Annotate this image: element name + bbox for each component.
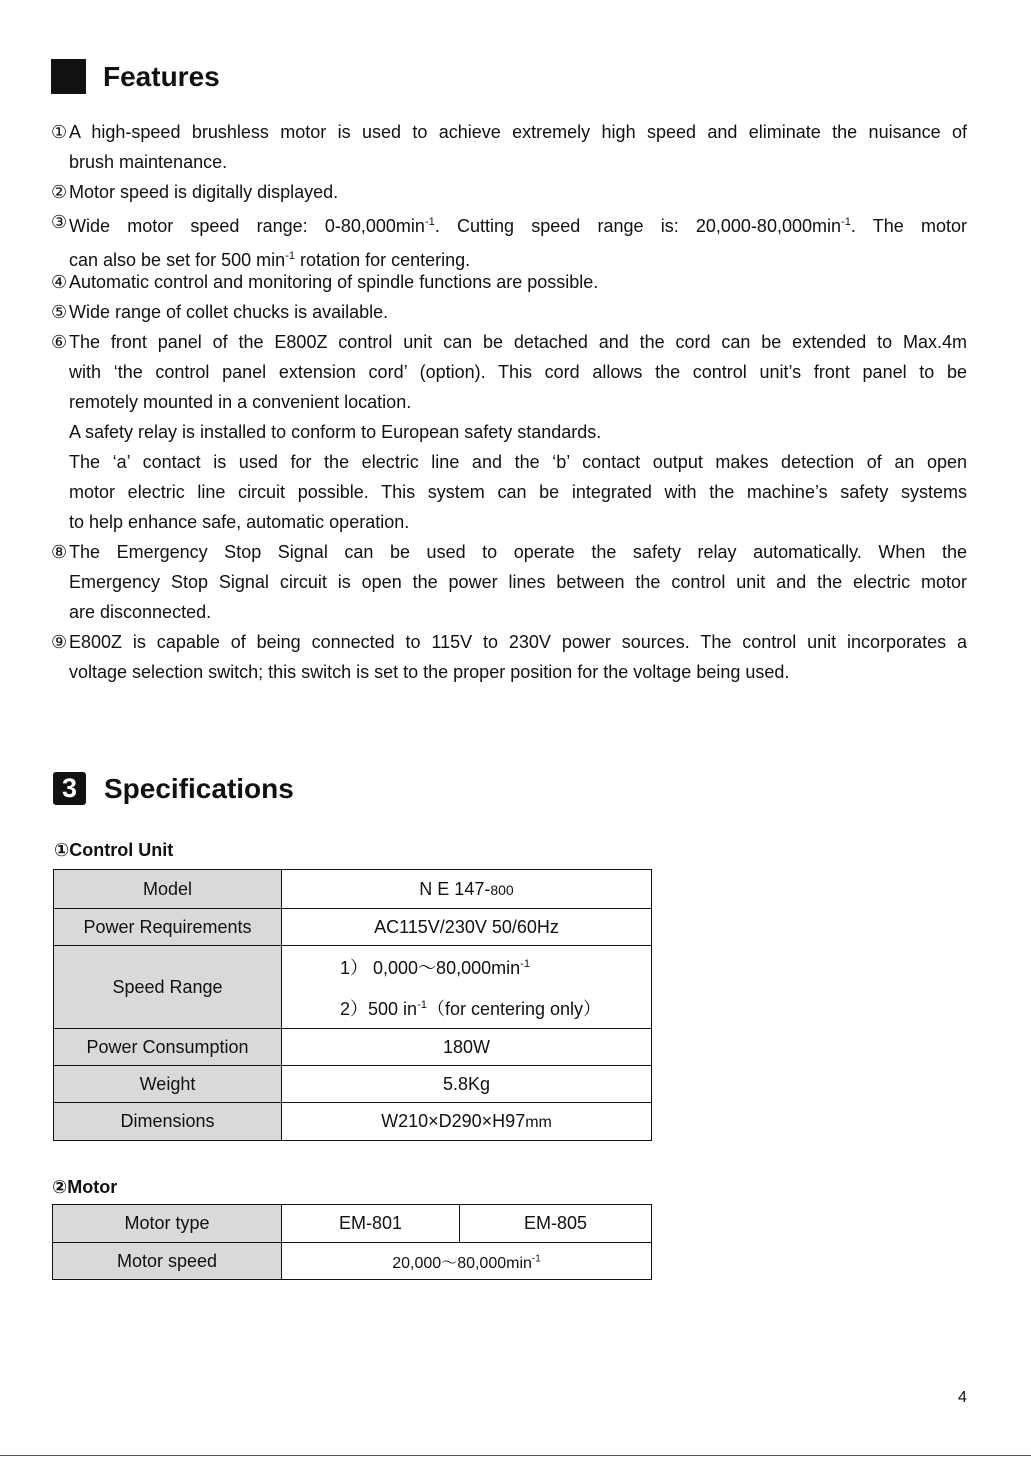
- model-label: Model: [54, 870, 282, 909]
- speed-range-label: Speed Range: [54, 946, 282, 1029]
- feature-marker: ⑨: [51, 632, 68, 652]
- specifications-heading: Specifications: [104, 773, 294, 804]
- feature-line: brush maintenance.: [69, 152, 228, 172]
- table-row: [54, 909, 652, 946]
- speed-range-value: [282, 946, 652, 1029]
- motor-speed-label: Motor speed: [53, 1243, 282, 1280]
- section-marker-square: [51, 59, 86, 94]
- model-value: [282, 870, 652, 909]
- features-heading: Features: [103, 61, 220, 92]
- feature-line: A high-speed brushless motor is used to achieve extremely high speed and eliminate the nuisance of: [69, 122, 967, 142]
- model-value-text: N E 147-: [419, 878, 491, 899]
- feature-marker: ⑧: [51, 542, 68, 562]
- feature-line: The front panel of the E800Z control unit can be detached and the cord can be extended to Max.4m: [69, 332, 967, 352]
- feature-line: voltage selection switch; this switch is set to the proper position for the voltage being used.: [69, 662, 790, 682]
- weight-value: 5.8Kg: [282, 1066, 652, 1103]
- dimensions-value: [282, 1103, 652, 1141]
- power-requirements-value: AC115V/230V 50/60Hz: [282, 909, 652, 946]
- feature-line: Automatic control and monitoring of spindle functions are possible.: [69, 272, 599, 292]
- page-number: 4: [958, 1389, 967, 1406]
- table-row: [53, 1243, 652, 1280]
- feature-line: motor electric line circuit possible. This system can be integrated with the machine’s safety systems: [69, 482, 967, 502]
- feature-line: E800Z is capable of being connected to 115V to 230V power sources. The control unit incorporates a: [69, 632, 967, 652]
- feature-item-6: [51, 327, 967, 537]
- dimensions-value-text: W210×D290×H97: [381, 1111, 526, 1131]
- table-row: [54, 1066, 652, 1103]
- motor-type-em801: EM-801: [282, 1205, 460, 1243]
- feature-line: A safety relay is installed to conform to European safety standards.: [69, 422, 602, 442]
- feature-item-8: [51, 537, 967, 627]
- feature-line: can also be set for 500 $\min^{-1}$ rotation for centering.: [69, 250, 471, 270]
- power-consumption-value: 180W: [282, 1029, 652, 1066]
- feature-marker: ①: [51, 122, 68, 142]
- feature-marker: ⑥: [51, 332, 68, 352]
- feature-item-2: [51, 177, 967, 207]
- control-unit-table: [53, 869, 652, 1141]
- feature-line: Emergency Stop Signal circuit is open the power lines between the control unit and the electric motor: [69, 572, 967, 592]
- feature-line: Wide range of collet chucks is available.: [69, 302, 389, 322]
- motor-speed-value: $20,000\sim 80,000\min^{-1}$: [282, 1243, 652, 1280]
- feature-line: The Emergency Stop Signal can be used to operate the safety relay automatically. When the: [69, 542, 967, 562]
- feature-item-4: [51, 267, 967, 297]
- motor-type-label: Motor type: [53, 1205, 282, 1243]
- dimensions-label: Dimensions: [54, 1103, 282, 1141]
- feature-line: with ‘the control panel extension cord’ (option). This cord allows the control unit’s front panel to be: [69, 362, 967, 382]
- table-row: [54, 946, 652, 1029]
- table-row: [53, 1205, 652, 1243]
- power-requirements-label: Power Requirements: [54, 909, 282, 946]
- motor-table: [52, 1204, 652, 1280]
- feature-line: The ‘a’ contact is used for the electric line and the ‘b’ contact output makes detection of an open: [69, 452, 967, 472]
- model-value-suffix: 800: [490, 881, 514, 898]
- feature-marker: ②: [51, 182, 68, 202]
- table-row: [54, 870, 652, 909]
- feature-line: to help enhance safe, automatic operation.: [69, 512, 410, 532]
- feature-item-9: [51, 627, 967, 687]
- table-row: [54, 1029, 652, 1066]
- motor-type-em805: EM-805: [460, 1205, 652, 1243]
- table-row: [54, 1103, 652, 1141]
- feature-item-1: [51, 117, 967, 177]
- control-unit-heading: ①Control Unit: [54, 840, 174, 860]
- feature-line: are disconnected.: [69, 602, 212, 622]
- speed-range-line-2: 2）500 $in^{-1}(for$ centering only）: [340, 999, 602, 1019]
- speed-range-line-1: 1） $0,000\sim 80,000\min^{-1}$: [340, 958, 531, 978]
- dimensions-unit: mm: [525, 1114, 552, 1131]
- power-consumption-label: Power Consumption: [54, 1029, 282, 1066]
- feature-item-3: [51, 207, 967, 275]
- motor-heading: ②Motor: [52, 1177, 118, 1197]
- feature-item-5: [51, 297, 967, 327]
- feature-line: Wide motor speed range: $0-80,000\min^{-1}$. Cutting speed range is: $20,000-80,000\min^{-1}$. The motor: [69, 216, 967, 236]
- feature-line: remotely mounted in a convenient location.: [69, 392, 412, 412]
- feature-marker: ③: [51, 212, 68, 232]
- feature-marker: ④: [51, 272, 68, 292]
- feature-marker: ⑤: [51, 302, 68, 322]
- feature-line: Motor speed is digitally displayed.: [69, 182, 339, 202]
- page-bottom-rule: [0, 1455, 1031, 1456]
- weight-label: Weight: [54, 1066, 282, 1103]
- section-number-badge: 3: [53, 772, 86, 805]
